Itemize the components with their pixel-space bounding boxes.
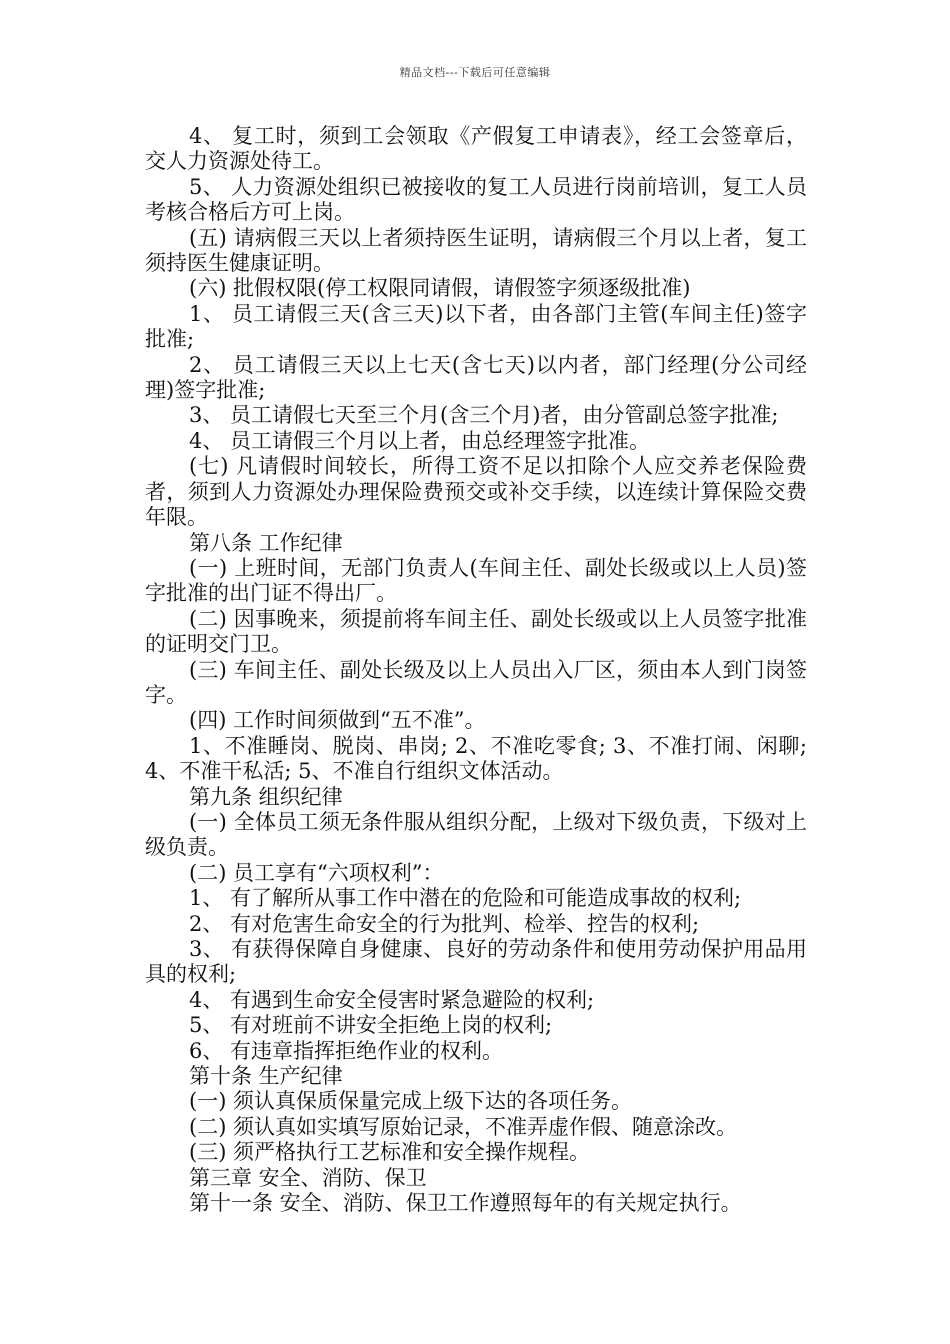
paragraph: (三) 须严格执行工艺标准和安全操作规程。	[189, 1140, 591, 1165]
document-body	[145, 124, 807, 1216]
paragraph: 1、不准睡岗、脱岗、串岗; 2、不准吃零食; 3、不准打闹、闲聊;4、不准干私活; 5、不准自行组织文体活动。	[145, 733, 807, 784]
article-heading: 第十条 生产纪律	[189, 1064, 343, 1089]
paragraph: 5、 人力资源处组织已被接收的复工人员进行岗前培训，复工人员考核合格后方可上岗。	[145, 174, 807, 225]
article-heading: 第八条 工作纪律	[189, 530, 343, 555]
paragraph: 3、 员工请假七天至三个月(含三个月)者，由分管副总签字批准;	[189, 403, 779, 428]
paragraph: 4、 有遇到生命安全侵害时紧急避险的权利;	[189, 987, 595, 1012]
paragraph: (五) 请病假三天以上者须持医生证明，请病假三个月以上者，复工须持医生健康证明。	[145, 225, 807, 276]
paragraph: (一) 上班时间，无部门负责人(车间主任、副处长级或以上人员)签字批准的出门证不得出厂。	[145, 555, 807, 606]
paragraph: (一) 须认真保质保量完成上级下达的各项任务。	[189, 1089, 633, 1114]
paragraph: (一) 全体员工须无条件服从组织分配，上级对下级负责，下级对上级负责。	[145, 809, 807, 860]
paragraph: 4、 员工请假三个月以上者，由总经理签字批准。	[189, 428, 651, 453]
paragraph: 5、 有对班前不讲安全拒绝上岗的权利;	[189, 1013, 553, 1038]
paragraph: 2、 员工请假三天以上七天(含七天)以内者，部门经理(分公司经理)签字批准;	[145, 352, 807, 403]
article-heading: 第十一条 安全、消防、保卫工作遵照每年的有关规定执行。	[189, 1191, 742, 1216]
paragraph: (二) 须认真如实填写原始记录，不准弄虚作假、随意涂改。	[189, 1114, 738, 1139]
section-heading: (六) 批假权限(停工权限同请假，请假签字须逐级批准)	[189, 276, 691, 301]
paragraph: (三) 车间主任、副处长级及以上人员出入厂区，须由本人到门岗签字。	[145, 657, 807, 707]
article-heading: 第九条 组织纪律	[189, 784, 343, 809]
paragraph: (二) 因事晚来，须提前将车间主任、副处长级或以上人员签字批准的证明交门卫。	[145, 606, 807, 657]
paragraph: 1、 员工请假三天(含三天)以下者，由各部门主管(车间主任)签字批准;	[145, 301, 807, 352]
paragraph: (四) 工作时间须做到“五不准”。	[189, 708, 486, 733]
paragraph: (二) 员工享有“六项权利”：	[189, 860, 444, 885]
chapter-heading: 第三章 安全、消防、保卫	[189, 1165, 427, 1190]
page-header: 精品文档---下载后可任意编辑	[399, 66, 551, 79]
paragraph: 1、 有了解所从事工作中潜在的危险和可能造成事故的权利;	[189, 886, 742, 911]
paragraph: 3、 有获得保障自身健康、良好的劳动条件和使用劳动保护用品用具的权利;	[145, 937, 807, 987]
paragraph: 2、 有对危害生命安全的行为批判、检举、控告的权利;	[189, 911, 700, 936]
paragraph: (七) 凡请假时间较长，所得工资不足以扣除个人应交养老保险费者，须到人力资源处办理保险费预交或补交手续，以连续计算保险交费年限。	[145, 454, 807, 530]
paragraph: 4、 复工时，须到工会领取《产假复工申请表》，经工会签章后，交人力资源处待工。	[145, 124, 807, 174]
paragraph: 6、 有违章指挥拒绝作业的权利。	[189, 1038, 504, 1063]
